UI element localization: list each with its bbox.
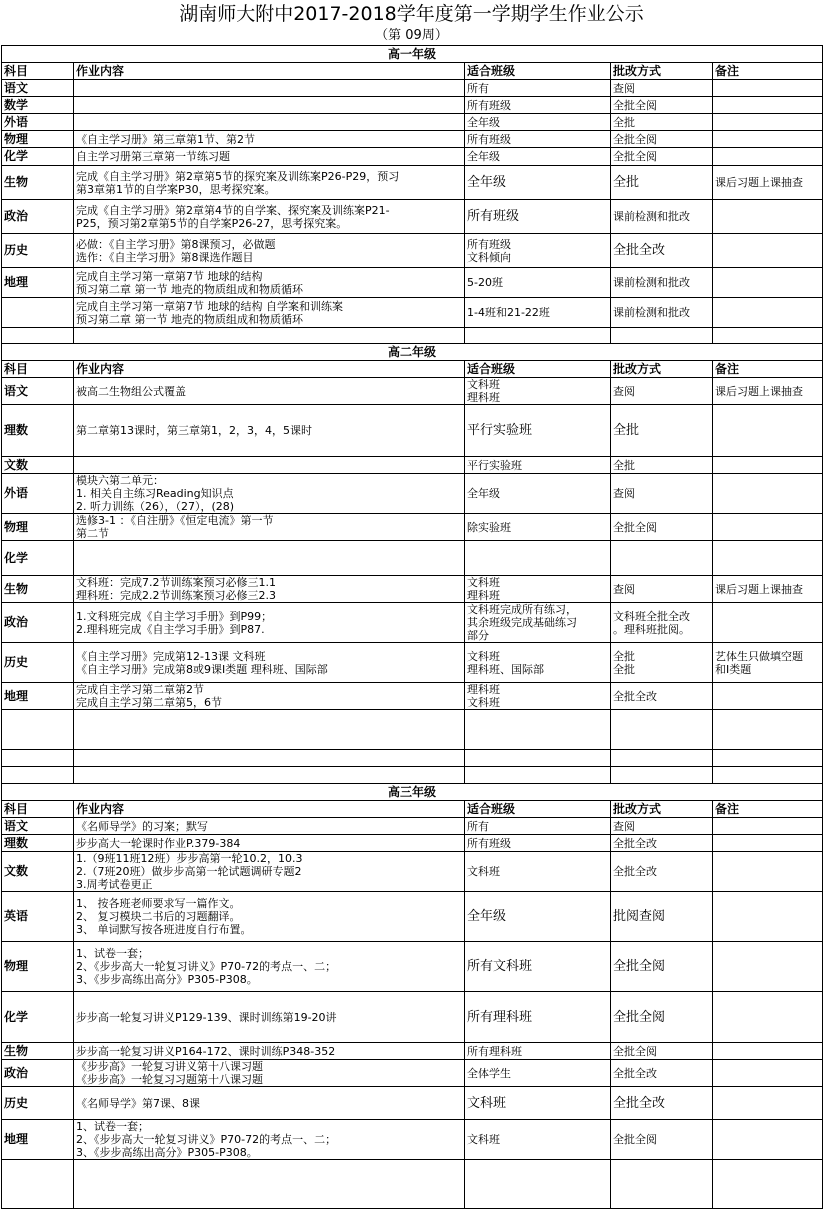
- table-row: [2, 1060, 823, 1087]
- empty-cell: [2, 750, 74, 767]
- table-row: [2, 835, 823, 852]
- subject-cell: 外语: [2, 474, 74, 514]
- note-cell: [713, 992, 823, 1043]
- method-cell: 全批全改: [611, 683, 713, 710]
- empty-cell: [2, 710, 74, 750]
- note-cell: [713, 298, 823, 328]
- homework-table: [1, 45, 823, 1209]
- note-cell: 课后习题上课抽查: [713, 576, 823, 603]
- empty-cell: [713, 750, 823, 767]
- content-cell: [74, 114, 465, 131]
- table-row: [2, 131, 823, 148]
- subject-cell: 政治: [2, 1060, 74, 1087]
- note-cell: [713, 1120, 823, 1160]
- subject-cell: 地理: [2, 683, 74, 710]
- method-cell: 全批: [611, 114, 713, 131]
- method-cell: 全批全阅: [611, 148, 713, 166]
- note-cell: [713, 200, 823, 234]
- column-header-cls: 适合班级: [465, 361, 611, 378]
- table-row: [2, 541, 823, 576]
- class-cell: 所有班级 文科倾向: [465, 234, 611, 268]
- table-row: [2, 1087, 823, 1120]
- table-row: [2, 942, 823, 992]
- class-cell: 文科班: [465, 1120, 611, 1160]
- method-cell: 查阅: [611, 474, 713, 514]
- class-cell: [465, 541, 611, 576]
- content-cell: 1、试卷一套； 2、《步步高大一轮复习讲义》P70-72的考点一、二； 3、《步步高练出高分》P305-P308。: [74, 1120, 465, 1160]
- content-cell: 完成自主学习第二章第2节 完成自主学习第二章第5，6节: [74, 683, 465, 710]
- note-cell: [713, 892, 823, 942]
- column-header-row: [2, 63, 823, 80]
- subject-cell: 语文: [2, 80, 74, 97]
- class-cell: 全年级: [465, 892, 611, 942]
- grade-header-row: [2, 344, 823, 361]
- method-cell: 全批全阅: [611, 1120, 713, 1160]
- subject-cell: 政治: [2, 200, 74, 234]
- blank-row: [2, 750, 823, 767]
- table-row: [2, 114, 823, 131]
- method-cell: 全批全阅: [611, 942, 713, 992]
- note-cell: [713, 457, 823, 474]
- content-cell: 步步高大一轮课时作业P.379-384: [74, 835, 465, 852]
- column-header-cls: 适合班级: [465, 63, 611, 80]
- content-cell: 1.（9班11班12班）步步高第一轮10.2，10.3 2.（7班20班）做步步高第一轮试题调研专题2 3.周考试卷更正: [74, 852, 465, 892]
- method-cell: 课前检测和批改: [611, 200, 713, 234]
- table-row: [2, 97, 823, 114]
- class-cell: 文科班: [465, 852, 611, 892]
- method-cell: 全批: [611, 405, 713, 457]
- subject-cell: 理数: [2, 835, 74, 852]
- note-cell: [713, 131, 823, 148]
- note-cell: 课后习题上课抽查: [713, 166, 823, 200]
- empty-cell: [611, 328, 713, 344]
- empty-cell: [74, 1160, 465, 1209]
- class-cell: 文科班: [465, 1087, 611, 1120]
- class-cell: 文科班 理科班、国际部: [465, 643, 611, 683]
- empty-cell: [74, 328, 465, 344]
- content-cell: 《自主学习册》第三章第1节、第2节: [74, 131, 465, 148]
- subject-cell: 化学: [2, 541, 74, 576]
- empty-cell: [74, 767, 465, 784]
- blank-row: [2, 767, 823, 784]
- table-row: [2, 852, 823, 892]
- method-cell: [611, 541, 713, 576]
- subject-cell: 外语: [2, 114, 74, 131]
- content-cell: 《步步高》一轮复习讲义第十八课习题 《步步高》一轮复习习题第十八课习题: [74, 1060, 465, 1087]
- class-cell: 所有班级: [465, 97, 611, 114]
- grade-header-row: [2, 784, 823, 801]
- note-cell: [713, 114, 823, 131]
- subject-cell: 历史: [2, 643, 74, 683]
- note-cell: [713, 148, 823, 166]
- subject-cell: 语文: [2, 818, 74, 835]
- class-cell: 所有班级: [465, 200, 611, 234]
- table-row: [2, 818, 823, 835]
- method-cell: 查阅: [611, 818, 713, 835]
- empty-cell: [74, 710, 465, 750]
- empty-cell: [465, 710, 611, 750]
- subject-cell: 地理: [2, 268, 74, 298]
- class-cell: 除实验班: [465, 514, 611, 541]
- empty-cell: [611, 710, 713, 750]
- empty-cell: [611, 1160, 713, 1209]
- class-cell: 全年级: [465, 148, 611, 166]
- table-row: [2, 474, 823, 514]
- method-cell: 全批全阅: [611, 992, 713, 1043]
- class-cell: 文科班完成所有练习， 其余班级完成基础练习 部分: [465, 603, 611, 643]
- class-cell: 1-4班和21-22班: [465, 298, 611, 328]
- note-cell: [713, 514, 823, 541]
- note-cell: [713, 474, 823, 514]
- empty-cell: [611, 767, 713, 784]
- note-cell: [713, 268, 823, 298]
- content-cell: 模块六第二单元： 1. 相关自主练习Reading知识点 2. 听力训练（26），（27），(28): [74, 474, 465, 514]
- subject-cell: 英语: [2, 892, 74, 942]
- table-row: [2, 200, 823, 234]
- column-header-subject: 科目: [2, 361, 74, 378]
- subject-cell: 文数: [2, 457, 74, 474]
- content-cell: [74, 541, 465, 576]
- note-cell: [713, 80, 823, 97]
- table-row: [2, 378, 823, 405]
- subject-cell: 历史: [2, 234, 74, 268]
- table-row: [2, 234, 823, 268]
- note-cell: [713, 683, 823, 710]
- content-cell: 步步高一轮复习讲义P129-139、课时训练第19-20讲: [74, 992, 465, 1043]
- table-row: [2, 166, 823, 200]
- class-cell: 平行实验班: [465, 457, 611, 474]
- content-cell: [74, 97, 465, 114]
- class-cell: 全年级: [465, 166, 611, 200]
- page-title: 湖南师大附中2017-2018学年度第一学期学生作业公示: [179, 3, 644, 25]
- column-header-row: [2, 801, 823, 818]
- subject-cell: 物理: [2, 942, 74, 992]
- method-cell: 全批全阅: [611, 1043, 713, 1060]
- column-header-note: 备注: [713, 63, 823, 80]
- column-header-subject: 科目: [2, 801, 74, 818]
- subject-cell: 生物: [2, 1043, 74, 1060]
- table-row: [2, 298, 823, 328]
- class-cell: 文科班 理科班: [465, 378, 611, 405]
- content-cell: 步步高一轮复习讲义P164-172、课时训练P348-352: [74, 1043, 465, 1060]
- method-cell: 批阅查阅: [611, 892, 713, 942]
- subject-cell: [2, 298, 74, 328]
- empty-cell: [465, 1160, 611, 1209]
- class-cell: 所有理科班: [465, 1043, 611, 1060]
- week-subtitle: （第 09周）: [375, 28, 448, 43]
- class-cell: 全年级: [465, 114, 611, 131]
- content-cell: 自主学习册第三章第一节练习题: [74, 148, 465, 166]
- column-header-note: 备注: [713, 801, 823, 818]
- content-cell: 《名师导学》的习案；默写: [74, 818, 465, 835]
- table-row: [2, 268, 823, 298]
- empty-cell: [2, 1160, 74, 1209]
- subject-cell: 数学: [2, 97, 74, 114]
- class-cell: 平行实验班: [465, 405, 611, 457]
- column-header-content: 作业内容: [74, 361, 465, 378]
- content-cell: 1.文科班完成《自主学习手册》到P99； 2.理科班完成《自主学习手册》到P87.: [74, 603, 465, 643]
- empty-cell: [611, 750, 713, 767]
- table-row: [2, 643, 823, 683]
- note-cell: 课后习题上课抽查: [713, 378, 823, 405]
- method-cell: 查阅: [611, 378, 713, 405]
- table-row: [2, 1043, 823, 1060]
- blank-row: [2, 328, 823, 344]
- note-cell: [713, 1060, 823, 1087]
- subject-cell: 政治: [2, 603, 74, 643]
- method-cell: 全批: [611, 166, 713, 200]
- subject-cell: 生物: [2, 576, 74, 603]
- subject-cell: 物理: [2, 131, 74, 148]
- blank-row: [2, 1160, 823, 1209]
- method-cell: 全批全改: [611, 835, 713, 852]
- content-cell: 被高二生物组公式覆盖: [74, 378, 465, 405]
- homework-table-body: [2, 46, 823, 1209]
- note-cell: [713, 234, 823, 268]
- empty-cell: [713, 328, 823, 344]
- method-cell: 全批全阅: [611, 97, 713, 114]
- content-cell: 《自主学习册》完成第12-13课 文科班 《自主学习册》完成第8或9课Ⅰ类题 理科班、国际部: [74, 643, 465, 683]
- table-row: [2, 514, 823, 541]
- class-cell: 所有班级: [465, 835, 611, 852]
- note-cell: [713, 541, 823, 576]
- class-cell: 文科班 理科班: [465, 576, 611, 603]
- class-cell: 所有: [465, 80, 611, 97]
- grade-header-row: [2, 46, 823, 63]
- class-cell: 5-20班: [465, 268, 611, 298]
- table-row: [2, 457, 823, 474]
- class-cell: 全年级: [465, 474, 611, 514]
- grade-title: 高二年级: [2, 344, 823, 361]
- note-cell: 艺体生只做填空题 和Ⅰ类题: [713, 643, 823, 683]
- method-cell: 全批全阅: [611, 514, 713, 541]
- empty-cell: [465, 328, 611, 344]
- note-cell: [713, 818, 823, 835]
- class-cell: 所有班级: [465, 131, 611, 148]
- empty-cell: [465, 750, 611, 767]
- table-row: [2, 148, 823, 166]
- content-cell: 《名师导学》第7课、8课: [74, 1087, 465, 1120]
- class-cell: 全体学生: [465, 1060, 611, 1087]
- table-row: [2, 80, 823, 97]
- column-header-content: 作业内容: [74, 801, 465, 818]
- column-header-subject: 科目: [2, 63, 74, 80]
- table-row: [2, 576, 823, 603]
- subject-cell: 理数: [2, 405, 74, 457]
- content-cell: 第二章第13课时，第三章第1，2，3，4，5课时: [74, 405, 465, 457]
- note-cell: [713, 97, 823, 114]
- empty-cell: [74, 750, 465, 767]
- method-cell: 全批全改: [611, 1060, 713, 1087]
- table-row: [2, 603, 823, 643]
- content-cell: 完成自主学习第一章第7节 地球的结构 预习第二章 第一节 地壳的物质组成和物质循环: [74, 268, 465, 298]
- method-cell: 查阅: [611, 80, 713, 97]
- empty-cell: [465, 767, 611, 784]
- content-cell: [74, 80, 465, 97]
- empty-cell: [713, 767, 823, 784]
- column-header-method: 批改方式: [611, 801, 713, 818]
- note-cell: [713, 1087, 823, 1120]
- subject-cell: 物理: [2, 514, 74, 541]
- method-cell: 全批: [611, 457, 713, 474]
- column-header-note: 备注: [713, 361, 823, 378]
- grade-title: 高一年级: [2, 46, 823, 63]
- method-cell: 全批全改: [611, 1087, 713, 1120]
- subject-cell: 语文: [2, 378, 74, 405]
- table-row: [2, 892, 823, 942]
- note-cell: [713, 942, 823, 992]
- method-cell: 全批全阅: [611, 131, 713, 148]
- content-cell: 1、 按各班老师要求写一篇作文。 2、 复习模块二书后的习题翻译。 3、 单词默写按各班进度自行布置。: [74, 892, 465, 942]
- class-cell: 所有理科班: [465, 992, 611, 1043]
- column-header-row: [2, 361, 823, 378]
- note-cell: [713, 405, 823, 457]
- column-header-method: 批改方式: [611, 63, 713, 80]
- table-row: [2, 992, 823, 1043]
- class-cell: 理科班 文科班: [465, 683, 611, 710]
- content-cell: 选修3-1 ：《自注册》《恒定电流》第一节 第二节: [74, 514, 465, 541]
- content-cell: 完成自主学习第一章第7节 地球的结构 自学案和训练案 预习第二章 第一节 地壳的物质组成和物质循环: [74, 298, 465, 328]
- note-cell: [713, 852, 823, 892]
- content-cell: 完成《自主学习册》第2章第4节的自学案、探究案及训练案P21- P25，预习第2章第5节的自学案P26-27，思考探究案。: [74, 200, 465, 234]
- subject-cell: 地理: [2, 1120, 74, 1160]
- method-cell: 全批全改: [611, 852, 713, 892]
- grade-title: 高三年级: [2, 784, 823, 801]
- content-cell: 文科班：完成7.2节训练案预习必修三1.1 理科班：完成2.2节训练案预习必修三2.3: [74, 576, 465, 603]
- method-cell: 课前检测和批改: [611, 298, 713, 328]
- subject-cell: 生物: [2, 166, 74, 200]
- method-cell: 全批 全批: [611, 643, 713, 683]
- table-row: [2, 683, 823, 710]
- column-header-method: 批改方式: [611, 361, 713, 378]
- note-cell: [713, 835, 823, 852]
- empty-cell: [2, 328, 74, 344]
- content-cell: [74, 457, 465, 474]
- subject-cell: 化学: [2, 148, 74, 166]
- table-row: [2, 405, 823, 457]
- method-cell: 查阅: [611, 576, 713, 603]
- method-cell: 课前检测和批改: [611, 268, 713, 298]
- method-cell: 文科班全批全改 。理科班批阅。: [611, 603, 713, 643]
- empty-cell: [2, 767, 74, 784]
- content-cell: 必做：《自主学习册》第8课预习，必做题 选作：《自主学习册》第8课选作题目: [74, 234, 465, 268]
- empty-cell: [713, 1160, 823, 1209]
- blank-row: [2, 710, 823, 750]
- method-cell: 全批全改: [611, 234, 713, 268]
- subject-cell: 文数: [2, 852, 74, 892]
- column-header-cls: 适合班级: [465, 801, 611, 818]
- class-cell: 所有文科班: [465, 942, 611, 992]
- class-cell: 所有: [465, 818, 611, 835]
- content-cell: 1、试卷一套； 2、《步步高大一轮复习讲义》P70-72的考点一、二； 3、《步步高练出高分》P305-P308。: [74, 942, 465, 992]
- table-row: [2, 1120, 823, 1160]
- note-cell: [713, 603, 823, 643]
- subject-cell: 历史: [2, 1087, 74, 1120]
- content-cell: 完成《自主学习册》第2章第5节的探究案及训练案P26-P29，预习 第3章第1节的自学案P30，思考探究案。: [74, 166, 465, 200]
- note-cell: [713, 1043, 823, 1060]
- column-header-content: 作业内容: [74, 63, 465, 80]
- subject-cell: 化学: [2, 992, 74, 1043]
- empty-cell: [713, 710, 823, 750]
